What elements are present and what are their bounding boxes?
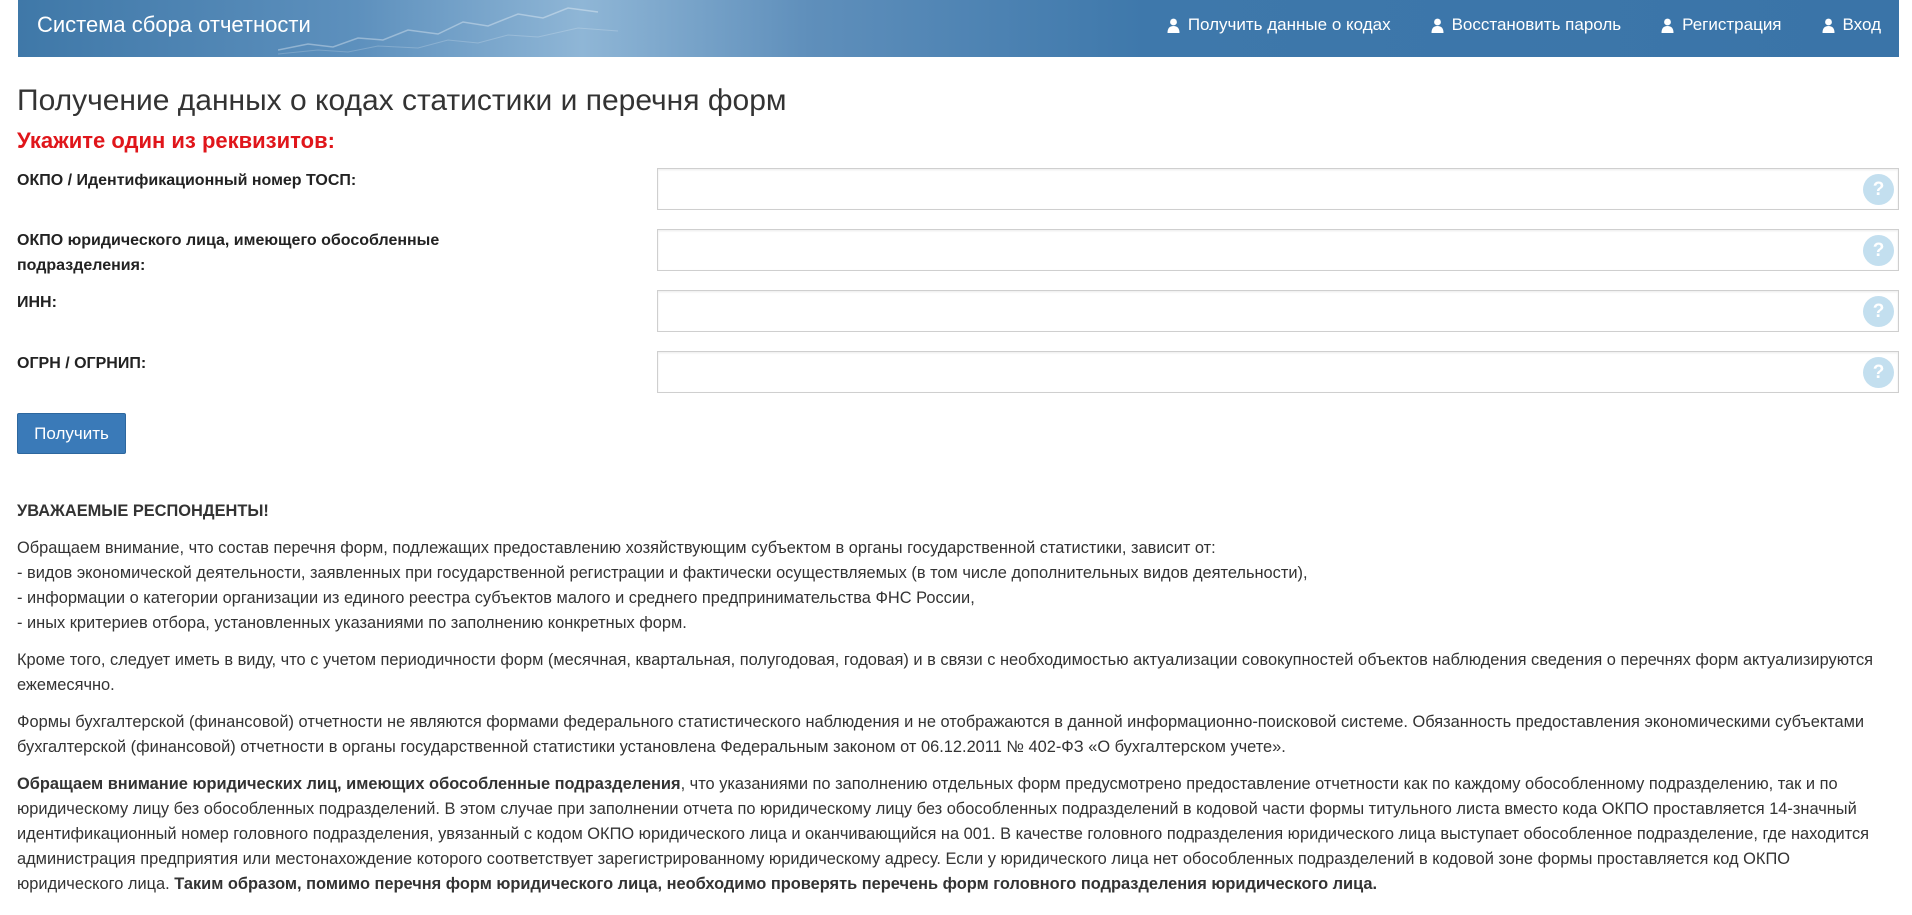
notice-paragraph-3: Формы бухгалтерской (финансовой) отчетности не являются формами федерального статистического наблюдения и не отображаются в данной информационно-поисковой системе. Обязанность предоставления экономическими субъектами бухгалтерской (финансовой) отчетности в органы государственной статистики установлена Федеральным законом от 06.12.2011 № 402-ФЗ «О бухгалтерском учете». [17,713,1865,756]
brand-title[interactable]: Система сбора отчетности [37,12,311,37]
submit-button[interactable]: Получить [17,413,126,454]
help-icon[interactable]: ? [1863,296,1894,327]
notice-paragraph-2: Кроме того, следует иметь в виду, что с учетом периодичности форм (месячная, квартальная, полугодовая, годовая) и в связи с необходимостью актуализации совокупностей объектов наблюдения сведения о перечнях форм актуализируются ежемесячно. [17,651,1874,694]
okpo-tosp-label: ОКПО / Идентификационный номер ТОСП: [17,172,357,189]
inn-label: ИНН: [17,294,57,311]
notice-p4-bold-end: Таким образом, помимо перечня форм юридического лица, необходимо проверять перечень форм головного подразделения юридического лица. [174,875,1378,893]
top-navbar [18,0,1899,57]
nav-link-registration[interactable] [1661,15,1781,35]
okpo-legal-entity-label: ОКПО юридического лица, имеющего обособленные подразделения: [17,232,440,274]
requisites-title: Укажите один из реквизитов: [17,128,335,153]
ogrn-label: ОГРН / ОГРНИП: [17,355,147,372]
chart-decoration-icon [278,0,798,57]
user-icon [1822,18,1835,33]
page-title: Получение данных о кодах статистики и перечня форм [17,84,787,117]
help-icon[interactable]: ? [1863,174,1894,205]
help-icon[interactable]: ? [1863,357,1894,388]
nav-link-label: Получить данные о кодах [1187,15,1391,34]
user-icon [1661,18,1674,33]
notice-p1-line1: Обращаем внимание, что состав перечня форм, подлежащих предоставлению хозяйствующим субъектом в органы государственной статистики, зависит от: [17,539,1216,557]
nav-link-get-codes[interactable] [1167,15,1391,35]
inn-input[interactable] [657,290,1899,332]
nav-link-restore-password[interactable] [1431,15,1622,35]
okpo-tosp-input[interactable] [657,168,1899,210]
notice-paragraph-1 [17,536,1897,636]
notice-p1-line2: - видов экономической деятельности, заявленных при государственной регистрации и фактически осуществляемых (в том числе дополнительных видов деятельности), [17,564,1308,582]
nav-link-label: Восстановить пароль [1451,15,1622,34]
notice-paragraph-4 [17,772,1897,897]
user-icon [1431,18,1444,33]
notice-heading: УВАЖАЕМЫЕ РЕСПОНДЕНТЫ! [17,502,269,520]
help-icon[interactable]: ? [1863,235,1894,266]
notice-p1-line4: - иных критериев отбора, установленных указаниями по заполнению конкретных форм. [17,614,687,632]
notice-p4-middle: , что указаниями по заполнению отдельных форм предусмотрено предоставление отчетности как по каждому обособленному подразделению, так и по юридическому лицу без обособленных подразделений. В этом случае при заполнении отчета по юридическому лицу без обособленных подразделений в кодовой части формы титульного листа вместо кода ОКПО проставляется 14-значный идентификационный номер головного подразделения, увязанный с кодом ОКПО юридического лица и оканчивающийся на 001. В качестве головного подразделения юридического лица выступает обособленное подразделение, где находится администрация предприятия или местонахождение которого соответствует зарегистрированному юридическому адресу. Если у юридического лица нет обособленных подразделений в кодовой зоне формы проставляется код ОКПО юридического лица. [17,775,1870,893]
nav-link-label: Регистрация [1682,15,1782,34]
notice-p1-line3: - информации о категории организации из единого реестра субъектов малого и среднего предпринимательства ФНС России, [17,589,975,607]
notice-p4-bold-start: Обращаем внимание юридических лиц, имеющих обособленные подразделения [17,775,681,793]
user-icon [1167,18,1180,33]
ogrn-input[interactable] [657,351,1899,393]
respondents-notice [17,499,1897,909]
okpo-legal-entity-input[interactable] [657,229,1899,271]
nav-link-login[interactable] [1822,15,1881,35]
nav-links [1167,15,1881,35]
nav-link-label: Вход [1842,15,1881,34]
